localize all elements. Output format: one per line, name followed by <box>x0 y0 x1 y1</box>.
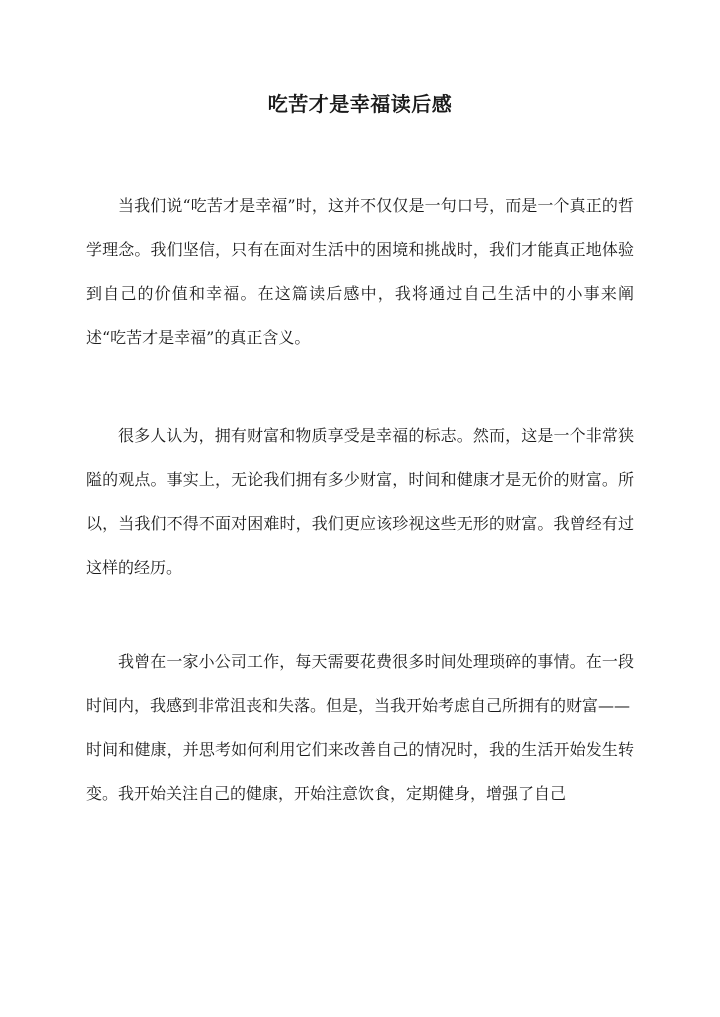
paragraph-1: 当我们说“吃苦才是幸福”时，这并不仅仅是一句口号，而是一个真正的哲学理念。我们坚信，只有在面对生活中的困境和挑战时，我们才能真正地体验到自己的价值和幸福。在这篇读后感中，我将通过自己生活中的小事来阐述“吃苦才是幸福”的真正含义。 <box>86 196 634 347</box>
paragraph-3-continuation: 时间和健康，并思考如何利用它们来改善自己的情况时，我的生活开始发生转变。我开始关注自己的健康，开始注意饮食，定期健身，增强了自己 <box>86 740 634 803</box>
document-title: 吃苦才是幸福读后感 <box>267 92 453 116</box>
paragraph-2: 很多人认为，拥有财富和物质享受是幸福的标志。然而，这是一个非常狭隘的观点。事实上，无论我们拥有多少财富，时间和健康才是无价的财富。所以，当我们不得不面对困难时，我们更应该珍视这些无形的财富。我曾经有过这样的经历。 <box>86 426 634 577</box>
paragraph-3-block <box>86 640 634 816</box>
paragraph-3: 我曾在一家小公司工作，每天需要花费很多时间处理琐碎的事情。在一段时间内，我感到非常沮丧和失落。但是，当我开始考虑自己所拥有的财富—— <box>86 652 634 715</box>
